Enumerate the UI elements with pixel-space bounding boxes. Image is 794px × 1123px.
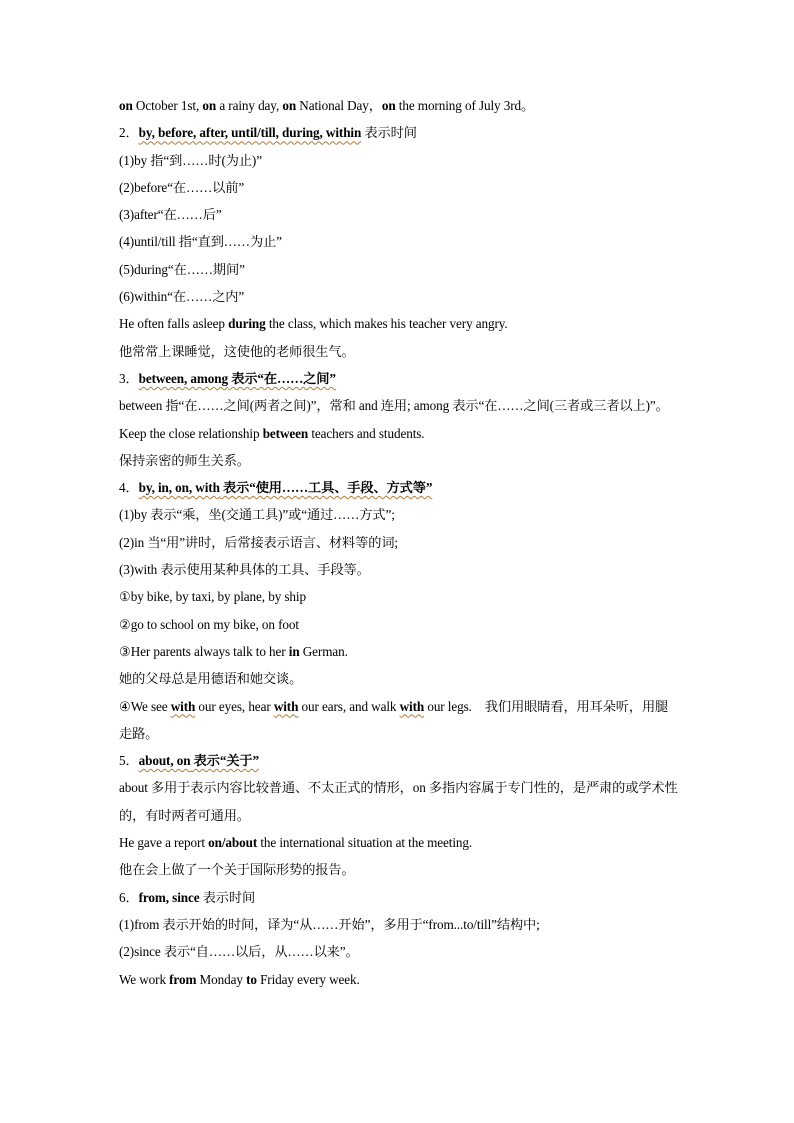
text-segment: the international situation at the meeting. [257, 835, 473, 851]
bold-term: on/about [208, 835, 258, 851]
bold-term: 表示“使用……工具、手段、方式等” [219, 480, 433, 496]
text-line-l19 [119, 583, 679, 610]
text-line-l27 [119, 856, 679, 883]
bold-term: during [228, 316, 266, 332]
text-line-l28 [119, 884, 679, 911]
bold-term: on [119, 98, 133, 113]
text-line-l2 [119, 119, 679, 146]
text-line-l26 [119, 829, 679, 856]
text-line-l12 [119, 392, 679, 419]
text-segment: our ears, and walk [298, 698, 400, 714]
bold-term: to [246, 971, 257, 987]
text-line-l8 [119, 283, 679, 310]
bold-term: 表示“在……之间” [228, 370, 336, 386]
document-body [119, 92, 679, 993]
bold-term: on [202, 98, 217, 113]
bold-term: 表示“关于” [190, 753, 260, 769]
text-line-l22 [119, 665, 679, 692]
text-segment: our legs. 我们用眼睛看，用耳朵听，用腿走路。 [119, 698, 669, 741]
text-segment: teachers and students. [308, 425, 425, 441]
bold-term: with [273, 698, 299, 714]
text-segment: (1)from 表示开始的时间，译为“从……开始”，多用于“from...to/till”结构中; [119, 916, 540, 932]
bold-term: on [381, 98, 396, 113]
bold-term: with [170, 698, 196, 714]
text-segment: 5． [119, 753, 139, 769]
text-segment: (2)before“在……以前” [119, 179, 245, 195]
text-segment: ④We see [119, 698, 171, 714]
text-line-l4 [119, 174, 679, 201]
text-line-l1 [119, 92, 679, 119]
text-line-l31 [119, 966, 679, 993]
text-segment: 保持亲密的师生关系。 [119, 452, 250, 468]
text-segment: about 多用于表示内容比较普通、不太正式的情形，on 多指内容属于专门性的，是严肃的或学术性的，有时两者可通用。 [119, 780, 678, 823]
bold-term: about, on [138, 753, 191, 769]
bold-term: from, since [138, 889, 200, 905]
text-segment: a rainy day, [216, 98, 283, 113]
text-line-l20 [119, 611, 679, 638]
text-segment: He gave a report [119, 835, 209, 851]
text-line-l11 [119, 365, 679, 392]
text-segment: (5)during“在……期间” [119, 261, 245, 277]
text-segment: (4)until/till 指“直到……为止” [119, 234, 282, 250]
text-segment: Keep the close relationship [119, 425, 263, 441]
text-line-l16 [119, 501, 679, 528]
text-segment: ②go to school on my bike, on foot [119, 616, 299, 632]
text-segment: 表示时间 [199, 889, 256, 905]
text-line-l7 [119, 256, 679, 283]
text-segment: the morning of July 3rd。 [395, 98, 535, 113]
text-segment: (1)by 指“到……时(为止)” [119, 152, 262, 168]
text-segment: our eyes, hear [195, 698, 274, 714]
text-segment: (1)by 表示“乘，坐(交通工具)”或“通过……方式”; [119, 507, 395, 523]
text-segment: ①by bike, by taxi, by plane, by ship [119, 589, 306, 605]
text-segment: the class, which makes his teacher very angry. [265, 316, 508, 332]
text-segment: 他常常上课睡觉，这使他的老师很生气。 [119, 343, 355, 359]
text-segment: Friday every week. [256, 971, 360, 987]
text-segment: German. [299, 643, 348, 659]
text-segment: We work [119, 971, 170, 987]
text-segment: 表示时间 [361, 125, 417, 141]
bold-term: with [399, 698, 425, 714]
text-line-l17 [119, 529, 679, 556]
text-segment: He often falls asleep [119, 316, 229, 332]
text-line-l23 [119, 693, 679, 748]
text-segment: (2)in 当“用”讲时，后常接表示语言、材料等的词; [119, 534, 398, 550]
text-line-l5 [119, 201, 679, 228]
bold-term: by, before, after, until/till, during, within [138, 125, 362, 141]
text-segment: 他在会上做了一个关于国际形势的报告。 [119, 862, 355, 878]
text-line-l18 [119, 556, 679, 583]
bold-term: between, among [138, 370, 229, 386]
bold-term: on [282, 98, 297, 113]
text-line-l24 [119, 747, 679, 774]
bold-term: by, in, on, with [138, 480, 220, 496]
text-segment: between 指“在……之间(两者之间)”，常和 and 连用; among 表示“在……之间(三者或三者以上)”。 [119, 398, 669, 414]
text-segment: ③Her parents always talk to her [119, 643, 289, 659]
text-segment: 6． [119, 889, 139, 905]
bold-term: in [288, 643, 300, 659]
text-segment: October 1st, [132, 98, 203, 113]
text-segment: 她的父母总是用德语和她交谈。 [119, 671, 303, 687]
text-segment: (3)after“在……后” [119, 207, 222, 223]
text-line-l13 [119, 420, 679, 447]
text-segment: Monday [196, 971, 247, 987]
text-line-l6 [119, 228, 679, 255]
bold-term: from [169, 971, 197, 987]
text-segment: 2． [119, 125, 139, 141]
text-line-l9 [119, 310, 679, 337]
text-segment: (6)within“在……之内” [119, 289, 245, 305]
bold-term: between [262, 425, 309, 441]
text-line-l10 [119, 338, 679, 365]
text-line-l29 [119, 911, 679, 938]
text-segment: 4． [119, 480, 139, 496]
text-line-l25 [119, 774, 679, 829]
text-segment: (3)with 表示使用某种具体的工具、手段等。 [119, 562, 370, 578]
text-line-l15 [119, 474, 679, 501]
text-line-l14 [119, 447, 679, 474]
text-segment: (2)since 表示“自……以后，从……以来”。 [119, 944, 359, 960]
text-segment: 3． [119, 370, 139, 386]
text-line-l21 [119, 638, 679, 665]
text-segment: National Day， [296, 98, 382, 113]
text-line-l30 [119, 938, 679, 965]
text-line-l3 [119, 147, 679, 174]
